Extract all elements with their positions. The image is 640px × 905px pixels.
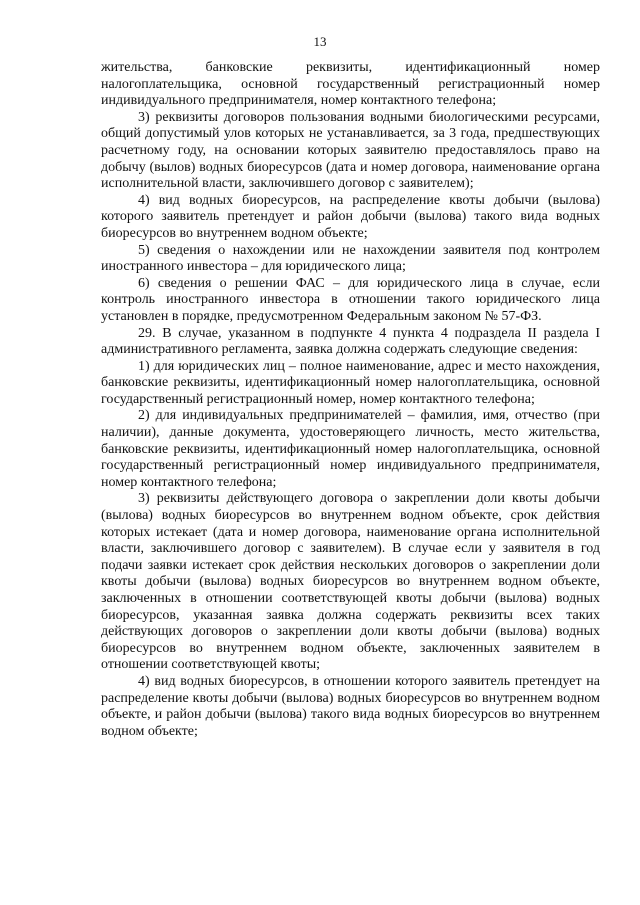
paragraph-9: 3) реквизиты действующего договора о закреплении доли квоты добычи (вылова) водных биоресурсов во внутреннем водном объекте, срок действия которых истекает (дата и номер договора, наименование органа исполнительной власти, заключившего договор с заявителем). В случае если у заявителя в год подачи заявки истекает срок действия нескольких договоров о закреплении доли квоты добычи (вылова) водных биоресурсов во внутреннем водном объекте, заключенных в отношении соответствующей квоты добычи (вылова) водных биоресурсов, указанная заявка должна содержать реквизиты всех таких действующих договоров о закреплении доли квоты добычи (вылова) водных биоресурсов во внутреннем водном объекте, заключенных заявителем в отношении соответствующей квоты; xyxy=(101,491,600,673)
document-body xyxy=(101,60,600,740)
page-number: 13 xyxy=(313,34,327,49)
paragraph-4: 5) сведения о нахождении или не нахождении заявителя под контролем иностранного инвестора – для юридического лица; xyxy=(101,242,600,275)
paragraph-2: 3) реквизиты договоров пользования водными биологическими ресурсами, общий допустимый улов которых не устанавливается, за 3 года, предшествующих расчетному году, на основании которых заявителю предоставлялось право на добычу (вылов) водных биоресурсов (дата и номер договора, наименование органа исполнительной власти, заключившего договор с заявителем); xyxy=(101,109,600,192)
paragraph-8: 2) для индивидуальных предпринимателей – фамилия, имя, отчество (при наличии), данные документа, удостоверяющего личность, место жительства, банковские реквизиты, идентификационный номер налогоплательщика, основной государственный регистрационный номер индивидуального предпринимателя, номер контактного телефона; xyxy=(101,408,600,490)
paragraph-7: 1) для юридических лиц – полное наименование, адрес и место нахождения, банковские реквизиты, идентификационный номер налогоплательщика, основной государственный регистрационный номер, номер контактного телефона; xyxy=(101,358,600,407)
paragraph-10: 4) вид водных биоресурсов, в отношении которого заявитель претендует на распределение квоты добычи (вылова) водных биоресурсов во внутреннем водном объекте, и район добычи (вылова) такого вида водных биоресурсов во внутреннем водном объекте; xyxy=(101,673,600,739)
paragraph-5: 6) сведения о решении ФАС – для юридического лица в случае, если контроль иностранного инвестора в отношении такого юридического лица установлен в порядке, предусмотренном Федеральным законом № 57-ФЗ. xyxy=(101,275,600,324)
paragraph-1: жительства, банковские реквизиты, идентификационный номер налогоплательщика, основной государственный регистрационный номер индивидуального предпринимателя, номер контактного телефона; xyxy=(101,60,600,109)
paragraph-3: 4) вид водных биоресурсов, на распределение квоты добычи (вылова) которого заявитель претендует и район добычи (вылова) такого вида водных биоресурсов во внутреннем водном объекте; xyxy=(101,192,600,241)
paragraph-6: 29. В случае, указанном в подпункте 4 пункта 4 подраздела II раздела I административного регламента, заявка должна содержать следующие сведения: xyxy=(101,325,600,358)
